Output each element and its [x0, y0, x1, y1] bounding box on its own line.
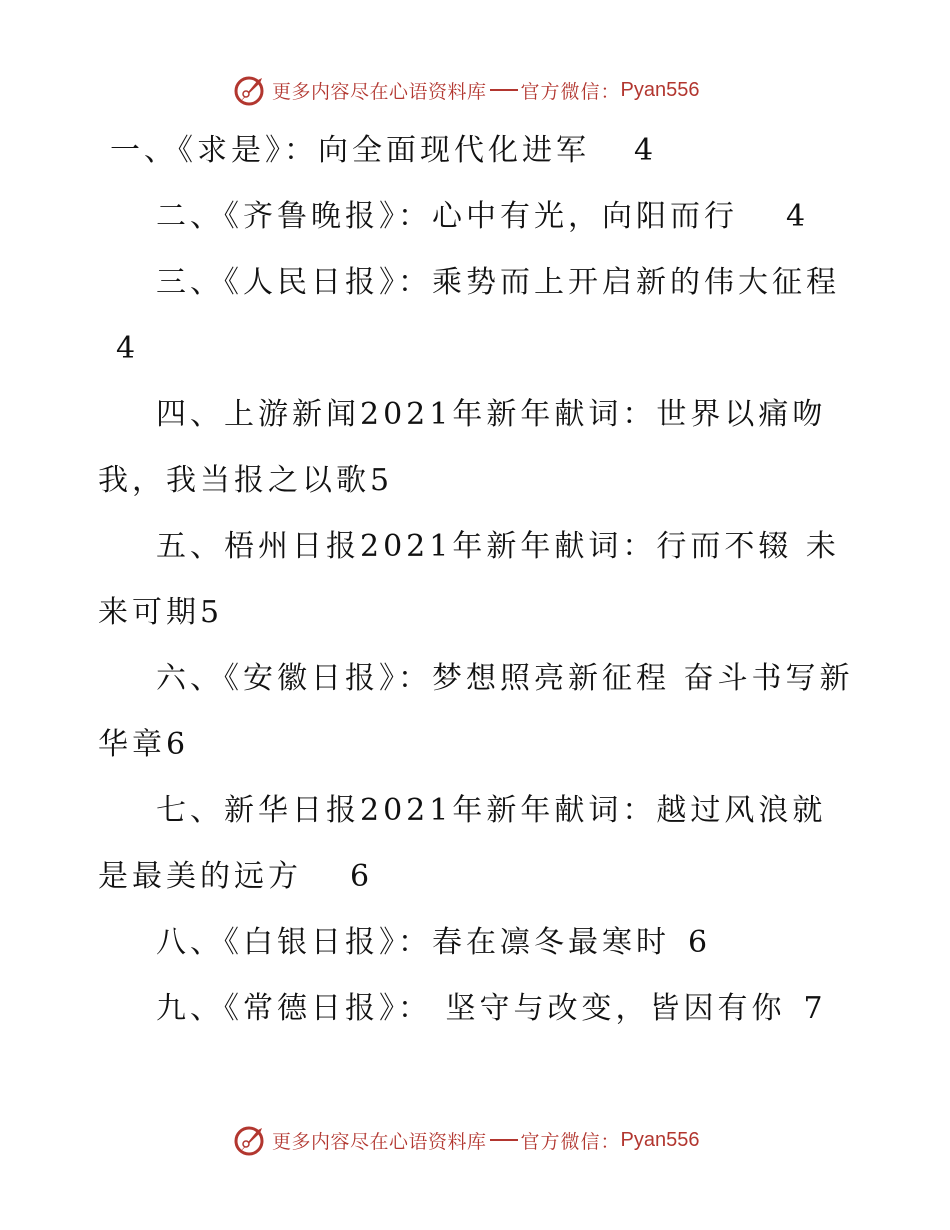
toc-entry[interactable] — [98, 646, 858, 778]
banner-wechat-id: Pyan556 — [620, 1128, 700, 1151]
toc-entry-page: 6 — [350, 859, 374, 894]
toc-entry-title: 八、《白银日报》：春在凛冬最寒时 — [156, 925, 670, 960]
toc-entry[interactable] — [98, 184, 858, 250]
banner-wechat-label: 官方微信： — [520, 80, 621, 103]
toc-entry-title: 五、梧州日报2021年新年献词：行而不辍 未来可期 — [98, 529, 840, 630]
banner-divider — [490, 1139, 518, 1141]
toc-entry-page: 4 — [634, 133, 658, 168]
toc-entry-title: 六、《安徽日报》：梦想照亮新征程 奋斗书写新华章 — [98, 661, 854, 762]
footer-banner — [232, 1120, 700, 1160]
toc-entry[interactable] — [98, 118, 858, 184]
toc-entry[interactable] — [98, 250, 858, 382]
banner-text: 更多内容尽在心语资料库 — [272, 80, 487, 103]
toc-entry[interactable] — [98, 976, 858, 1042]
quill-pen-logo-icon — [232, 1122, 268, 1158]
banner-wechat-id: Pyan556 — [620, 78, 700, 101]
toc-entry-title: 九、《常德日报》： 坚守与改变，皆因有你 — [156, 991, 786, 1026]
toc-entry-title: 三、《人民日报》：乘势而上开启新的伟大征程 — [156, 265, 840, 300]
banner-wechat-label: 官方微信： — [520, 1130, 621, 1153]
toc-entry-title: 四、上游新闻2021年新年献词：世界以痛吻我，我当报之以歌 — [98, 397, 827, 498]
table-of-contents — [98, 118, 858, 1042]
toc-entry[interactable] — [98, 382, 858, 514]
quill-pen-logo-icon — [232, 72, 268, 108]
toc-entry-page: 5 — [200, 595, 224, 630]
toc-entry-page: 5 — [370, 463, 394, 498]
banner-divider — [490, 89, 518, 91]
toc-entry-title: 七、新华日报2021年新年献词：越过风浪就是最美的远方 — [98, 793, 827, 894]
header-banner — [232, 70, 700, 110]
toc-entry-page: 7 — [803, 991, 827, 1026]
toc-entry-page: 6 — [688, 925, 712, 960]
toc-entry[interactable] — [98, 514, 858, 646]
toc-entry-page: 4 — [786, 199, 810, 234]
toc-entry-title: 二、《齐鲁晚报》：心中有光，向阳而行 — [156, 199, 738, 234]
banner-text: 更多内容尽在心语资料库 — [272, 1130, 487, 1153]
toc-entry-page: 4 — [116, 331, 140, 366]
toc-entry[interactable] — [98, 910, 858, 976]
toc-entry[interactable] — [98, 778, 858, 910]
toc-entry-page: 6 — [166, 727, 190, 762]
toc-entry-title: 一、《求是》：向全面现代化进军 — [110, 133, 590, 168]
